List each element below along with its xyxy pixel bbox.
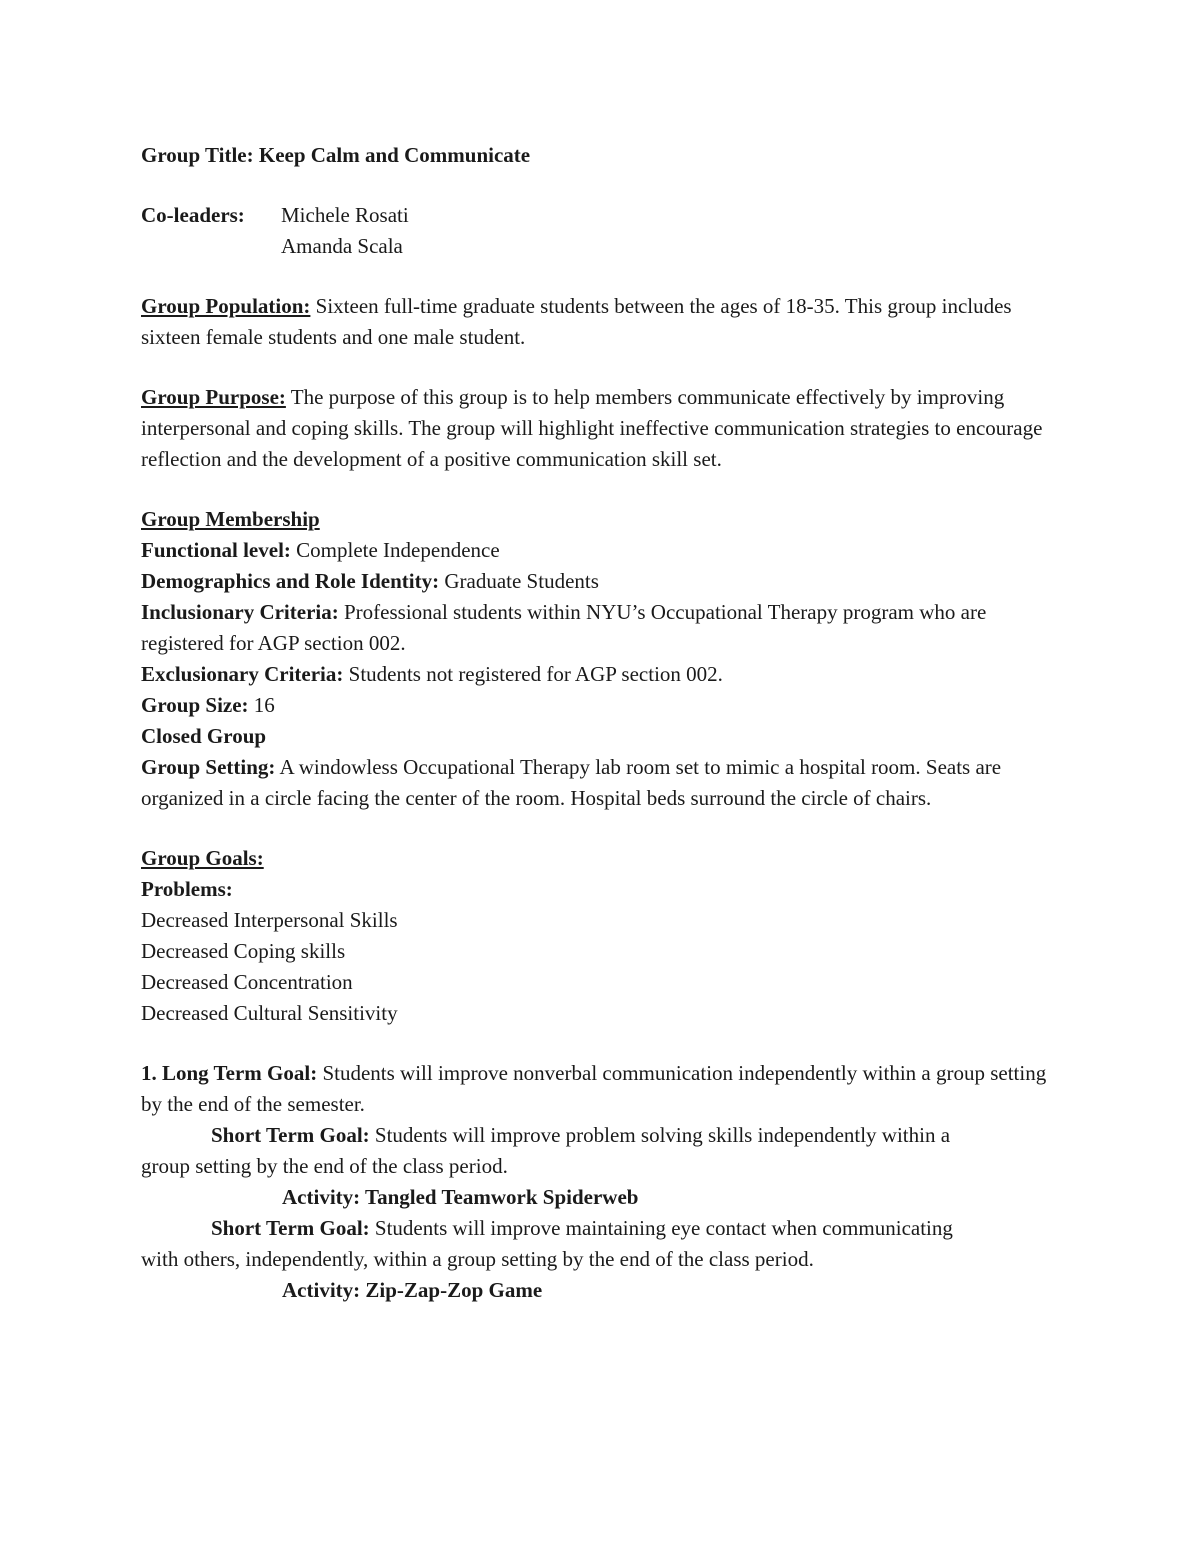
document-page — [141, 140, 1061, 1306]
group-size — [141, 690, 1061, 721]
functional-level-label: Functional level: — [141, 538, 291, 562]
group-population — [141, 291, 1061, 353]
activity-name: Zip-Zap-Zop Game — [365, 1278, 543, 1302]
short-term-goal-text-line1: Students will improve problem solving skills independently within a — [374, 1123, 951, 1147]
activity-2 — [141, 1275, 1061, 1306]
problem-item: Decreased Coping skills — [141, 939, 346, 963]
short-term-goal-label: Short Term Goal: — [211, 1123, 370, 1147]
short-term-goal-text-line2: with others, independently, within a group setting by the end of the class period. — [141, 1247, 814, 1271]
demographics-label: Demographics and Role Identity: — [141, 569, 440, 593]
group-size-label: Group Size: — [141, 693, 249, 717]
exclusionary-criteria-value: Students not registered for AGP section 002. — [348, 662, 723, 686]
group-population-label: Group Population: — [141, 294, 311, 318]
activity-1 — [141, 1182, 1061, 1213]
problem-item: Decreased Concentration — [141, 970, 353, 994]
short-term-goal-text-line2: group setting by the end of the class period. — [141, 1154, 508, 1178]
long-term-goal-text: Students will improve nonverbal communication independently within a group setting by the end of the semester. — [141, 1061, 1047, 1116]
short-term-goal-2 — [141, 1213, 1061, 1306]
group-purpose — [141, 382, 1061, 475]
group-goals-heading: Group Goals: — [141, 846, 264, 870]
group-purpose-text: The purpose of this group is to help members communicate effectively by improving interpersonal and coping skills. The group will highlight ineffective communication strategies to encourage reflection and the development of a positive communication skill set. — [141, 385, 1043, 471]
inclusionary-criteria-label: Inclusionary Criteria: — [141, 600, 339, 624]
inclusionary-criteria — [141, 597, 1061, 659]
group-membership-heading: Group Membership — [141, 507, 320, 531]
functional-level — [141, 535, 1061, 566]
activity-label: Activity: — [282, 1185, 361, 1209]
inclusionary-criteria-value: Professional students within NYU’s Occupational Therapy program who are registered for AGP section 002. — [141, 600, 987, 655]
short-term-goal-label: Short Term Goal: — [211, 1216, 370, 1240]
exclusionary-criteria — [141, 659, 1061, 690]
group-setting — [141, 752, 1061, 814]
short-term-goal-1 — [141, 1120, 1061, 1213]
problem-item: Decreased Interpersonal Skills — [141, 908, 398, 932]
closed-group: Closed Group — [141, 724, 267, 748]
group-population-text: Sixteen full-time graduate students between the ages of 18-35. This group includes sixteen female students and one male student. — [141, 294, 1012, 349]
co-leader-name: Michele Rosati — [281, 203, 409, 227]
group-size-value: 16 — [253, 693, 275, 717]
problem-item: Decreased Cultural Sensitivity — [141, 1001, 398, 1025]
co-leaders-names — [281, 200, 409, 262]
demographics — [141, 566, 1061, 597]
group-title — [141, 140, 1061, 171]
long-term-goal-label: 1. Long Term Goal: — [141, 1061, 318, 1085]
demographics-value: Graduate Students — [444, 569, 599, 593]
activity-label: Activity: — [282, 1278, 361, 1302]
group-title-value: Keep Calm and Communicate — [258, 143, 531, 167]
functional-level-value: Complete Independence — [296, 538, 500, 562]
co-leaders-label: Co-leaders: — [141, 203, 245, 227]
group-setting-label: Group Setting: — [141, 755, 276, 779]
activity-name: Tangled Teamwork Spiderweb — [365, 1185, 639, 1209]
exclusionary-criteria-label: Exclusionary Criteria: — [141, 662, 344, 686]
co-leaders — [141, 200, 1061, 262]
group-setting-value: A windowless Occupational Therapy lab room set to mimic a hospital room. Seats are organized in a circle facing the center of the room. Hospital beds surround the circle of chairs. — [141, 755, 1002, 810]
problems-label: Problems: — [141, 877, 233, 901]
group-title-label: Group Title: — [141, 143, 254, 167]
long-term-goal-1 — [141, 1058, 1061, 1120]
short-term-goal-text-line1: Students will improve maintaining eye contact when communicating — [374, 1216, 953, 1240]
group-purpose-label: Group Purpose: — [141, 385, 286, 409]
co-leader-name: Amanda Scala — [281, 234, 403, 258]
